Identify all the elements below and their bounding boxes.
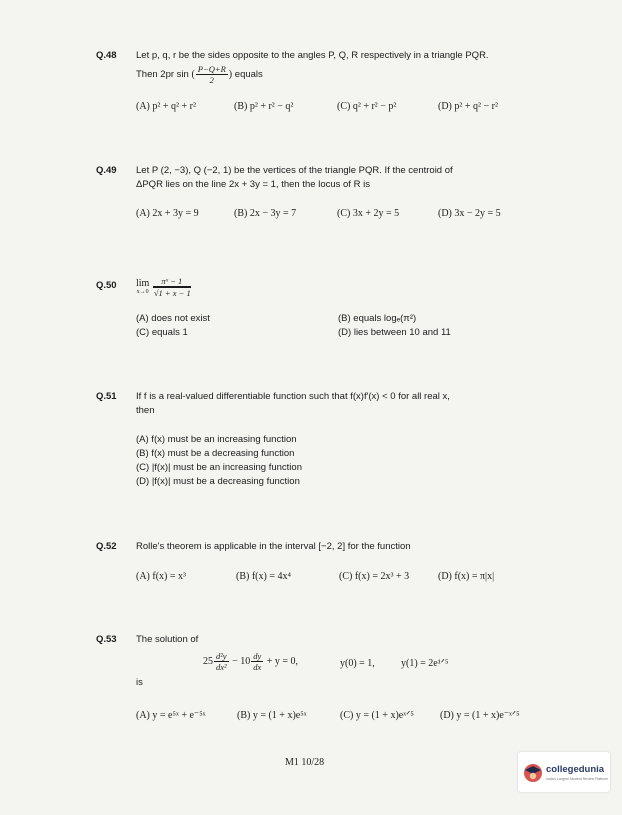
graduate-icon [522, 761, 544, 783]
option-b: (B) 2x − 3y = 7 [234, 208, 297, 219]
logo-name: collegedunia [546, 764, 605, 775]
option-c: (C) equals 1 [136, 327, 188, 338]
limit-operator [136, 279, 149, 296]
initial-condition-1: y(0) = 1, [340, 658, 375, 669]
coefficient: 25 [203, 655, 213, 667]
question-text: Rolle's theorem is applicable in the interval [−2, 2] for the function [136, 541, 411, 552]
option-c: (C) 3x + 2y = 5 [337, 208, 400, 219]
question-number: Q.48 [96, 50, 117, 61]
fraction-denominator: √1 + x − 1 [153, 288, 191, 298]
option-d: (D) |f(x)| must be a decreasing function [136, 476, 300, 487]
question-text: If f is a real-valued differentiable function such that f(x)f′(x) < 0 for all real x, [136, 391, 450, 402]
question-text: Let P (2, −3), Q (−2, 1) be the vertices of the triangle PQR. If the centroid of [136, 165, 453, 176]
fraction [153, 276, 191, 298]
question-text: Let p, q, r be the sides opposite to the angles P, Q, R respectively in a triangle PQR. [136, 50, 489, 61]
option-d: (D) f(x) = π|x| [438, 571, 495, 582]
option-c: (C) y = (1 + x)eˣᐟ⁵ [340, 710, 414, 721]
initial-condition-2: y(1) = 2e¹ᐟ⁵ [401, 658, 449, 669]
option-d: (D) 3x − 2y = 5 [438, 208, 501, 219]
fraction-denominator: 2 [209, 75, 214, 85]
logo-tagline: India's Largest Student Review Platform [546, 777, 609, 781]
question-number: Q.50 [96, 280, 117, 291]
text-fragment: equals [234, 69, 263, 81]
option-d: (D) lies between 10 and 11 [338, 327, 451, 338]
fraction-numerator: P−Q+R [197, 64, 226, 74]
option-b: (B) p² + r² − q² [234, 101, 294, 112]
question-number: Q.51 [96, 391, 117, 402]
option-a: (A) f(x) = x³ [136, 571, 187, 582]
option-b: (B) y = (1 + x)e⁵ˣ [237, 710, 307, 721]
question-number: Q.49 [96, 165, 117, 176]
limit-subscript: x→0 [136, 288, 149, 295]
question-number: Q.52 [96, 541, 117, 552]
option-c: (C) q² + r² − p² [337, 101, 397, 112]
option-d: (D) p² + q² − r² [438, 101, 498, 112]
page-number: M1 10/28 [285, 757, 325, 768]
question-text-line2: Then 2pr sin ( $\frac{P-Q+R}{2}$ ) equals [136, 64, 263, 85]
coefficient: − 10 [232, 655, 251, 667]
limit-expression [136, 276, 192, 298]
option-c: (C) f(x) = 2x³ + 3 [339, 571, 410, 582]
fraction-numerator: dy [253, 651, 262, 661]
question-text-line2: is [136, 677, 143, 688]
option-a: (A) f(x) must be an increasing function [136, 434, 297, 445]
question-text-line2: ΔPQR lies on the line 2x + 3y = 1, then the locus of R is [136, 179, 370, 190]
question-text-line2: then [136, 405, 155, 416]
option-a: (A) p² + q² + r² [136, 101, 196, 112]
fraction [196, 64, 228, 85]
text-fragment: Then 2pr sin [136, 69, 189, 81]
limit-label: lim [136, 277, 150, 289]
option-c: (C) |f(x)| must be an increasing function [136, 462, 302, 473]
fraction-denominator: dx [253, 662, 262, 672]
option-a: (A) y = e⁵ˣ + e⁻⁵ˣ [136, 710, 206, 721]
differential-equation [203, 651, 298, 672]
question-text: The solution of [136, 634, 199, 645]
option-b: (B) f(x) must be a decreasing function [136, 448, 295, 459]
first-derivative [251, 651, 263, 672]
option-b: (B) equals logₑ(π²) [338, 313, 417, 324]
option-b: (B) f(x) = 4x⁴ [236, 571, 291, 582]
collegedunia-logo [518, 752, 610, 792]
option-d: (D) y = (1 + x)e⁻ˣᐟ⁵ [440, 710, 520, 721]
question-number: Q.53 [96, 634, 117, 645]
option-a: (A) does not exist [136, 313, 210, 324]
fraction-denominator: dx² [216, 662, 227, 672]
option-a: (A) 2x + 3y = 9 [136, 208, 199, 219]
second-derivative [214, 651, 229, 672]
fraction-numerator: πˣ − 1 [153, 276, 191, 287]
fraction-numerator: d²y [216, 651, 227, 661]
equation-rest: + y = 0, [266, 655, 299, 667]
